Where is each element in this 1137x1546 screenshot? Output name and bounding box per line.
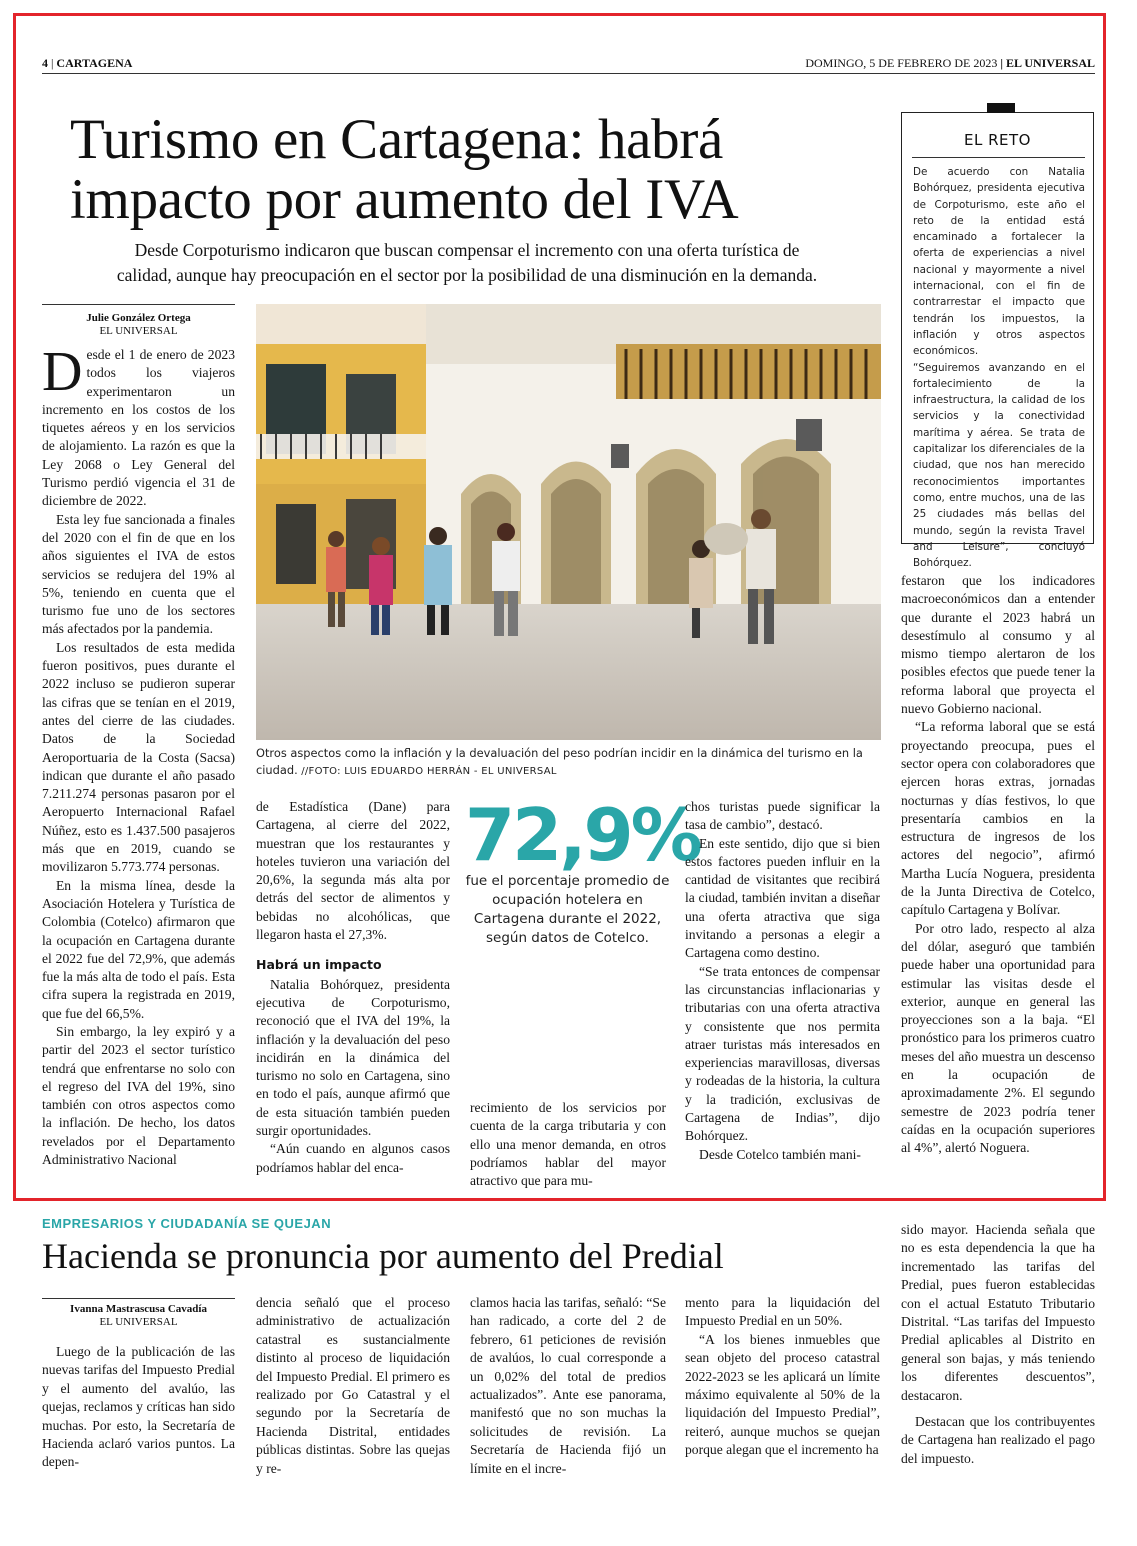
article2-column-5: sido mayor. Hacienda señala que no es esta dependencia la que ha incrementado las tarifas del Predial, pues fueron establecidas con el actual Estatuto Tributario Distrital. “Las tarifas del Impuesto Predial aplicables al Distrito en general son bajas, y más teniendo los diferentes descuentos”, destacaron. Destacan que los contribuyentes de Cartagena han realizado el pago del impuesto. bbox=[901, 1222, 1095, 1466]
article-column-1: Desde el 1 de enero de 2023 todos los viajeros experimentaron un incremento en los costos de los tiquetes aéreos y en los servicios de alojamiento. La razón es que la Ley 2068 o Ley General del Turismo perdió vigencia el 31 de diciembre de 2022. Esta ley fue sancionada a finales del 2020 con el fin de que en los años siguientes el IVA de estos servicios se redujera del 19% al 5%, teniendo en cuenta que el turismo fue uno de los sectores más afectados por la pandemia. Los resultados de esta medida fueron positivos, pues durante el 2022 incluso se pudieron superar las cifras que se tenían en el 2019, antes del cierre de las ciudades. Datos de la Sociedad Aeroportuaria de la Costa (Sacsa) indican que durante el año pasado 7.211.274 personas pasaron por el Aeropuerto Internacional Rafael Núñez, esto es 1.437.500 pasajeros más que en 2019, cuando se movilizaron 5.773.774 personas. En la misma línea, desde la Asociación Hotelera y Turística de Colombia (Cotelco) afirmaron que la ocupación en Cartagena durante el 2022 fue del 72,9%, que además fue la más alta de todo el país. Esta cifra supera la registrada en 2019, que fue del 66,5%. Sin embargo, la ley expiró y a partir del 2023 el sector turístico tendrá que enfrentarse no solo con el regreso del IVA del 19%, sino también con otros aspectos como la inflación. De hecho, los datos revelados por el Departamento Administrativo Nacional bbox=[42, 341, 235, 1168]
section-name: CARTAGENA bbox=[56, 56, 133, 70]
article2-kicker: EMPRESARIOS Y CIUDADANÍA SE QUEJAN bbox=[42, 1216, 332, 1231]
article-headline: Turismo en Cartagena: habrá impacto por aumento del IVA bbox=[70, 108, 739, 231]
masthead-rule bbox=[42, 73, 1095, 74]
byline-rule bbox=[42, 304, 235, 305]
newspaper-name: EL UNIVERSAL bbox=[1005, 56, 1095, 70]
masthead-date: DOMINGO, 5 DE FEBRERO DE 2023 | EL UNIVERSAL bbox=[805, 56, 1095, 70]
drop-cap: D bbox=[42, 341, 83, 403]
article2-column-2: dencia señaló que el proceso administrativo de actualización catastral es sustancialmente distinto al proceso de liquidación del Impuesto Predial. El primero es realizado por Go Catastral y el segundo por la Secretaría de Hacienda Distrital, entidades públicas distintas. Sobre las quejas y re- bbox=[256, 1295, 450, 1476]
photo-credit: //FOTO: LUIS EDUARDO HERRÁN - EL UNIVERSAL bbox=[297, 766, 557, 777]
article-photo bbox=[256, 304, 881, 740]
stat-description: fue el porcentaje promedio de ocupación hotelera en Cartagena durante el 2022, según datos de Cotelco. bbox=[465, 873, 670, 946]
article2-column-1: Luego de la publicación de las nuevas tarifas del Impuesto Predial y el aumento del avalúo, las quejas, reclamos y críticas han sido muchas. Por esto, la Secretaría de Hacienda aclaró varios puntos. La depen- bbox=[42, 1344, 235, 1470]
article2-column-4: mento para la liquidación del Impuesto Predial en un 50%. “A los bienes inmuebles que sean objeto del proceso catastral 2022-2023 se les aplicará un límite máximo equivalente al 50% de la liquidación del Impuesto Predial”, reiteró, aunque muchos se quejan porque alegan que el incremento ha bbox=[685, 1295, 880, 1458]
article2-headline: Hacienda se pronuncia por aumento del Predial bbox=[42, 1236, 724, 1276]
article2-column-3: clamos hacia las tarifas, señaló: “Se han radicado, a corte del 2 de febrero, 61 peticiones de revisión de avalúos, lo cual corresponde a un 0,02% del total de predios actualizados”. Ante ese panorama, manifestó que no son muchas la solicitudes de revisión. La Secretaría de Hacienda fijó un límite en el incre- bbox=[470, 1295, 666, 1476]
author-name: Julie González Ortega bbox=[86, 312, 191, 324]
sidebar-text: De acuerdo con Natalia Bohórquez, presidenta ejecutiva de Corpoturismo, este año el reto de la entidad está encaminado a fortalecer la oferta de experiencias a nivel nacional y mayormente a nivel internacional, con el fin de contrarrestar el impacto que tendrán los impuestos, la inflación y otros aspectos económicos. “Seguiremos avanzando en el fortalecimiento de la infraestructura, la calidad de los servicios y la conectividad marítima y aérea. Se trata de capitalizar los diferenciales de la ciudad, que nos han merecido reconocimientos importantes como, entre muchos, una de las 25 ciudades más bellas del mundo, según la revista Travel and Leisure”, concluyó Bohórquez. bbox=[913, 166, 1085, 570]
caption-text: Otros aspectos como la inflación y la devaluación del peso podrían incidir en la dinámica del turismo en la ciudad. bbox=[256, 746, 863, 777]
sidebar-box bbox=[901, 112, 1094, 570]
stat-number: 72,9% bbox=[465, 793, 700, 877]
sidebar-tab bbox=[987, 103, 1015, 113]
article-column-3: recimiento de los servicios por cuenta de la carga tributaria y con ello una menor demanda, en otros podríamos hablar del mayor atractivo que para mu- bbox=[470, 1100, 666, 1189]
photo-caption bbox=[256, 745, 881, 780]
article2-author: Ivanna Mastrascusa Cavadía bbox=[70, 1303, 207, 1315]
article-column-2: de Estadística (Dane) para Cartagena, al cierre del 2022, muestran que los restaurantes y hoteles tuvieron una variación del 20,6%, la segunda más alta por detrás del sector de alimentos y bebidas no alcohólicas, que llegaron hasta el 27,3%. Habrá un impacto Natalia Bohórquez, presidenta ejecutiva de Corpoturismo, reconoció que el IVA del 19%, la inflación y la devaluación del peso incidirán en la dinámica del turismo no solo en Cartagena, sino en todo el país, aunque afirmó que de esta situación también pueden surgir oportunidades. “Aún cuando en algunos casos podríamos hablar del enca- bbox=[256, 799, 450, 1175]
article-column-5: festaron que los indicadores macroeconómicos dan a entender que durante el 2023 habrá un desestímulo al consumo y al mismo tiempo alertaron de los posibles efectos que puede tener la reforma laboral que proyecta el nuevo Gobierno nacional. “La reforma laboral que se está proyectando preocupa, pues el sector opera con colaboradores que ejercen horas extras, jornadas nocturnas y días festivos, lo que presentaría cambios en la estructura de ingresos de los actores del negocio”, afirmó Martha Lucía Noguera, presidenta de la Junta Directiva de Cotelco, capítulo Cartagena y Bolívar. Por otro lado, respecto al alza del dólar, aseguró que también puede haber una oportunidad para estimular las visitas desde el exterior, aunque en general las proyecciones son a la baja. “El pronóstico para los primeros cuatro meses del año muestra un descenso en la ocupación de aproximadamente 2%. El segundo semestre de 2023 podría tener caídas en la ocupación superiores al 4%”, alertó Noguera. bbox=[901, 573, 1095, 1156]
article2-outlet: EL UNIVERSAL bbox=[99, 1316, 178, 1328]
sidebar-title: EL RETO bbox=[964, 131, 1031, 149]
article2-byline-rule bbox=[42, 1298, 235, 1299]
article2-byline bbox=[42, 1303, 235, 1329]
street-scene-image bbox=[256, 304, 881, 740]
page-number: 4 | CARTAGENA bbox=[42, 56, 133, 70]
byline bbox=[42, 312, 235, 338]
article-deck: Desde Corpoturismo indicaron que buscan compensar el incremento con una oferta turística de calidad, aunque hay preocupación en el sector por la posibilidad de una disminución en la demanda. bbox=[116, 240, 818, 285]
sidebar-rule bbox=[912, 157, 1085, 158]
article-column-4: chos turistas puede significar la tasa de cambio”, destacó. En este sentido, dijo que si bien estos factores pueden influir en la cantidad de visitantes que recibirá la ciudad, también invitan a diseñar una oferta atractiva que siga invitando a personas a elegir a Cartagena como destino. “Se trata entonces de compensar las circunstancias inflacionarias y tributarias con una oferta atractiva y consistente que nos permita atraer turistas más interesados en experiencias maravillosas, diversas y rodeadas de la historia, la cultura y la tradición, exclusivas de Cartagena de Indias”, dijo Bohórquez. Desde Cotelco también mani- bbox=[685, 799, 880, 1162]
section-subhead: Habrá un impacto bbox=[256, 957, 382, 973]
byline-outlet: EL UNIVERSAL bbox=[99, 325, 178, 337]
